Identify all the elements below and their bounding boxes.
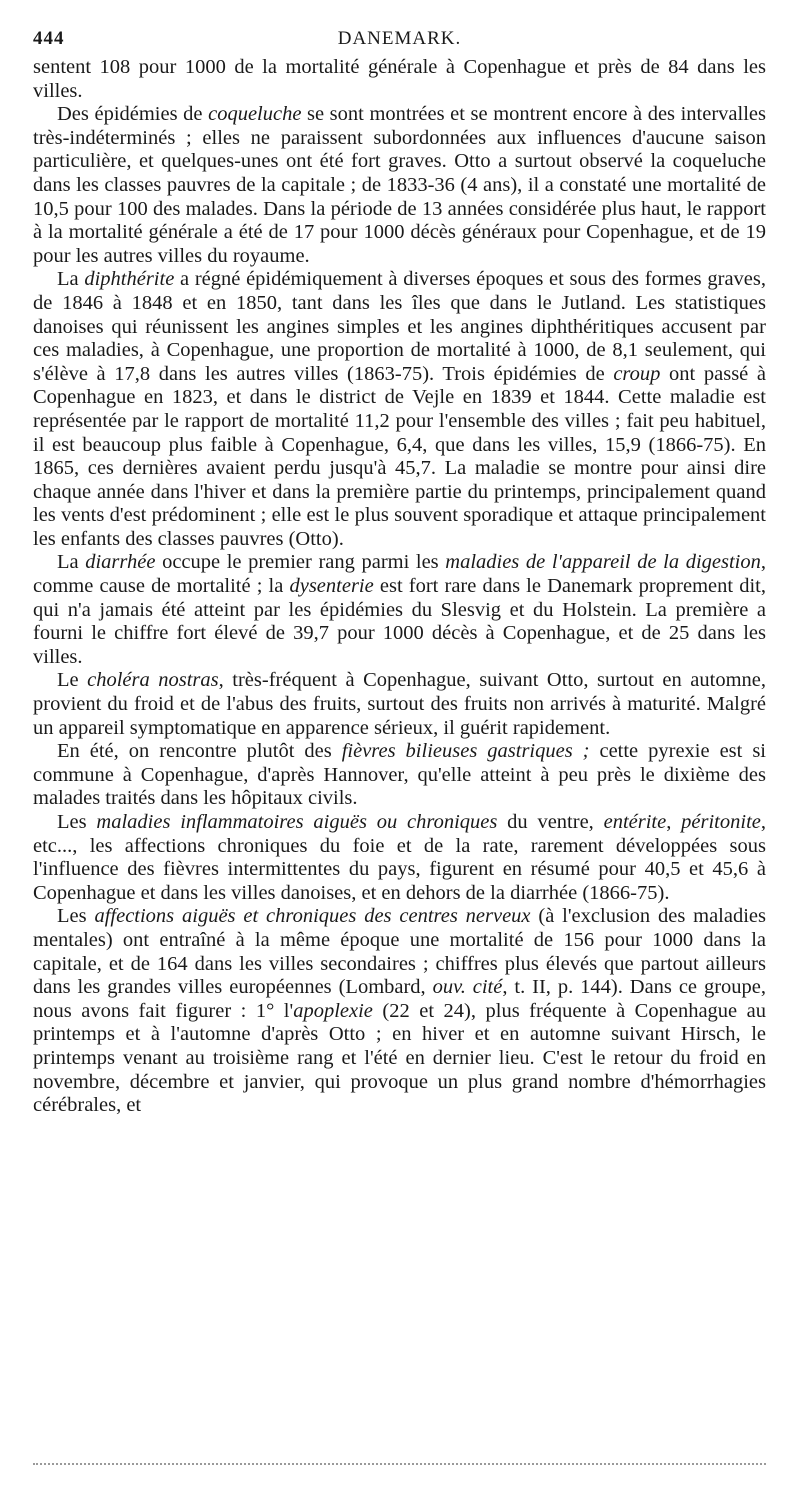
paragraph xyxy=(33,811,766,905)
text-run: , comme cause de mortalité ; la xyxy=(33,551,766,598)
italic-term: affections aiguës et chroniques des centres nerveux xyxy=(94,905,531,928)
text-run: , très-fréquent à Copenhague, suivant Otto, surtout en automne, provient du froid et de l'abus des fruits, surtout des fruits non arrivés à maturité. Malgré un appareil symptomatique en apparence sérieux, il guérit rapidement. xyxy=(33,669,767,739)
text-run: Les xyxy=(57,905,95,928)
paragraph xyxy=(33,669,766,740)
text-run: En été, on rencontre plutôt des xyxy=(57,740,342,763)
text-run: (22 et 24), plus fréquente à Copenhague au printemps et à l'automne d'après Otto ; en hiver et en automne suivant Hirsch, le printemps venant au troisième rang et l'été en dernier lieu. C'est le retour du froid en novembre, décembre et janvier, qui provoque un plus grand nombre d'hémorrhagies cérébrales, et xyxy=(33,999,766,1117)
italic-term: péritonite xyxy=(681,811,761,833)
body-text xyxy=(33,56,766,1118)
italic-term: apoplexie xyxy=(293,999,373,1022)
paragraph xyxy=(33,56,766,103)
italic-term: maladies inflammatoires aiguës ou chroniques xyxy=(96,811,498,833)
text-run: Le xyxy=(57,669,88,692)
italic-term: entérite xyxy=(603,811,667,833)
text-run: Les xyxy=(57,811,97,833)
text-run: La xyxy=(57,268,85,291)
paragraph xyxy=(33,740,766,811)
text-run: La xyxy=(57,551,86,574)
italic-term: coqueluche xyxy=(208,103,302,126)
paragraph xyxy=(33,103,766,268)
text-run: (à l'exclusion des maladies mentales) ont entraîné à la même époque une mortalité de 156 pour 1000 dans la capitale, et de 164 dans les villes secondaires ; chiffres plus élevés que partout ailleurs dans les grandes villes européennes (Lombard, xyxy=(33,905,767,999)
text-run: , etc..., les affections chroniques du foie et de la rate, rarement développées sous l'influence des fièvres intermittentes du pays, figurent en résumé pour 40,5 et 45,6 à Copenhague et dans les villes danoises, et en dehors de la diarrhée (1866-75). xyxy=(33,811,766,904)
running-head xyxy=(33,28,766,54)
text-run: , t. II, p. 144). Dans ce groupe, nous avons fait figurer : 1° l' xyxy=(33,976,767,1022)
italic-term: maladies de l'appareil de la digestion xyxy=(445,551,761,574)
page xyxy=(33,28,766,1118)
text-run: a régné épidémiquement à diverses époques et sous des formes graves, de 1846 à 1848 et en 1850, tant dans les îles que dans le Jutland. Les statistiques danoises qui réunissent les angines simples et les angines diphthéritiques accusent par ces maladies, à Copenhague, une proportion de mortalité à 1000, de 8,1 seulement, qui s'élève à 17,8 dans les autres villes (1863-75). Trois épidémies de xyxy=(33,268,767,385)
italic-term: choléra nostras xyxy=(87,669,219,692)
paragraph xyxy=(33,551,766,669)
paragraph xyxy=(33,268,766,551)
italic-term: croup xyxy=(613,362,661,385)
page-title: DANEMARK. xyxy=(337,28,462,49)
text-run: ont passé à Copenhague en 1823, et dans le district de Vejle en 1839 et 1844. Cette maladie est représentée par le rapport de mortalité 11,2 pour l'ensemble des villes ; fait peu habituel, il est beaucoup plus faible à Copenhague, 6,4, que dans les villes, 15,9 (1866-75). En 1865, ces dernières avaient perdu jusqu'à 45,7. La maladie se montre pour ainsi dire chaque année dans l'hiver et dans la première partie du printemps, principalement quand les vents d'est prédominent ; elle est le plus souvent sporadique et attaque principalement les enfants des classes pauvres (Otto). xyxy=(33,362,767,550)
footer-rule xyxy=(33,1463,766,1465)
text-run: occupe le premier rang parmi les xyxy=(155,551,446,574)
text-run: se sont montrées et se montrent encore à des intervalles très-indéterminés ; elles ne paraissent subordonnées aux influences d'aucune saison particulière, et quelques-unes ont été fort graves. Otto a surtout observé la coqueluche dans les classes pauvres de la capitale ; de 1833-36 (4 ans), il a constaté une mortalité de 10,5 pour 100 des malades. Dans la période de 13 années considérée plus haut, le rapport à la mortalité générale a été de 17 pour 1000 décès généraux pour Copenhague, et de 19 pour les autres villes du royaume. xyxy=(33,103,766,267)
italic-term: diarrhée xyxy=(85,551,156,574)
text-run: cette pyrexie est si commune à Copenhague, d'après Hannover, qu'elle atteint à peu près le dixième des malades traités dans les hôpitaux civils. xyxy=(33,740,766,810)
italic-term: diphthérite xyxy=(84,268,175,291)
text-run: Des épidémies de xyxy=(57,103,209,126)
page-number: 444 xyxy=(33,28,65,49)
text-run: est fort rare dans le Danemark proprement dit, qui n'a jamais été atteint par les épidémies du Slesvig et du Holstein. La première a fourni le chiffre fort élevé de 39,7 pour 1000 décès à Copenhague, et de 25 dans les villes. xyxy=(33,575,766,668)
paragraph xyxy=(33,905,766,1117)
italic-term: fièvres bilieuses gastriques ; xyxy=(341,740,590,763)
text-run: du ventre, xyxy=(497,811,604,833)
text-run: , xyxy=(666,811,682,833)
italic-term: dysenterie xyxy=(289,575,374,598)
text-run: sentent 108 pour 1000 de la mortalité générale à Copenhague et près de 84 dans les villes. xyxy=(33,56,766,102)
italic-term: ouv. cité xyxy=(432,976,503,999)
